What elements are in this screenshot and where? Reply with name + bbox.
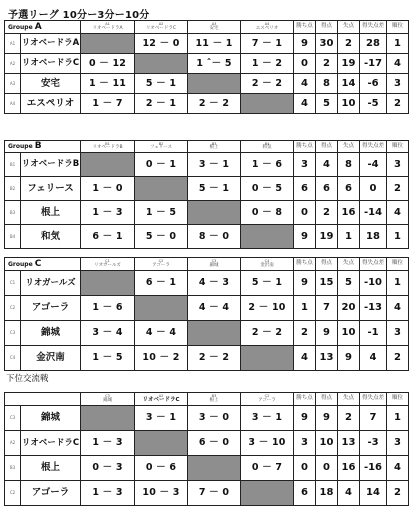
group-label-text: Groupe	[8, 260, 35, 268]
table-row	[5, 74, 409, 94]
match-score: 4 － 4	[188, 296, 241, 321]
column-header-team	[81, 393, 135, 406]
column-header-no: C3	[105, 394, 110, 398]
stat-header: 勝ち点	[294, 393, 316, 406]
team-name: リオベードラC	[21, 54, 81, 74]
stat-goal-difference: -1	[360, 321, 387, 346]
stat-rank: 1	[387, 406, 409, 431]
column-header-no: B2	[158, 141, 164, 146]
match-score: 8 － 0	[188, 225, 241, 249]
table-row	[5, 34, 409, 54]
column-header-no: C3	[211, 259, 217, 263]
column-header-no: A2	[158, 393, 164, 398]
column-header-team	[241, 141, 294, 153]
column-header-team	[81, 141, 135, 153]
match-score: 1 － 0	[81, 177, 135, 201]
stat-goal-difference: 4	[360, 346, 387, 371]
stat-header: 得点	[316, 258, 338, 271]
stat-rank: 4	[387, 456, 409, 481]
stat-header: 失点	[338, 258, 360, 271]
stat-rank: 1	[387, 34, 409, 54]
team-name: アゴーラ	[21, 296, 81, 321]
column-header-no: A4	[264, 22, 270, 26]
stat-goal-difference: -10	[360, 271, 387, 296]
row-number: B2	[5, 177, 21, 201]
stat-goals-against: 6	[338, 177, 360, 201]
match-score: 1 － 7	[81, 94, 135, 114]
table-row	[5, 94, 409, 114]
column-header-no: C1	[105, 259, 110, 263]
stat-header: 勝ち点	[294, 21, 316, 34]
stat-goal-difference: 0	[360, 177, 387, 201]
stat-header: 得点	[316, 141, 338, 153]
match-score: 3 － 1	[241, 406, 294, 431]
stat-goals-against: 8	[338, 153, 360, 177]
column-header-no: A3	[211, 22, 217, 26]
stat-header: 得失点差	[360, 258, 387, 271]
stat-header: 順位	[387, 141, 409, 153]
stat-rank: 1	[387, 225, 409, 249]
match-score: 2 － 2	[241, 321, 294, 346]
column-header-name: フェリース	[149, 145, 173, 150]
row-number: C2	[5, 481, 21, 506]
match-score: 3 － 0	[188, 406, 241, 431]
column-header-name: アゴーラ	[258, 397, 276, 403]
stat-rank: 2	[387, 94, 409, 114]
column-header-name: アゴーラ	[152, 262, 170, 268]
column-header-team	[241, 258, 294, 271]
team-name: フェリース	[21, 177, 81, 201]
match-score: 7 － 1	[241, 34, 294, 54]
match-score: 0 － 12	[81, 54, 135, 74]
team-name: 錦城	[21, 406, 81, 431]
self-match-cell	[188, 74, 241, 94]
stat-points: 9	[294, 34, 316, 54]
stat-goals-for: 2	[316, 201, 338, 225]
stat-goals-for: 4	[316, 153, 338, 177]
stat-goals-for: 5	[316, 94, 338, 114]
column-header-team	[135, 21, 188, 34]
stat-points: 0	[294, 456, 316, 481]
stat-rank: 3	[387, 431, 409, 456]
stat-goals-against: 5	[338, 271, 360, 296]
match-score: 1 － 5	[135, 201, 188, 225]
stat-rank: 2	[387, 346, 409, 371]
match-score: 2 － 2	[188, 346, 241, 371]
column-header-no: C4	[264, 259, 270, 263]
self-match-cell	[135, 296, 188, 321]
team-name: リオベードラB	[21, 153, 81, 177]
self-match-cell	[135, 177, 188, 201]
table-row	[5, 406, 409, 431]
stat-points: 9	[294, 406, 316, 431]
stat-points: 2	[294, 321, 316, 346]
stat-goals-for: 18	[316, 481, 338, 506]
stat-goals-against: 9	[338, 346, 360, 371]
column-header-team	[188, 258, 241, 271]
stat-goal-difference: -5	[360, 94, 387, 114]
column-header-name: リオベードラB	[92, 145, 123, 150]
match-score: 2 － 2	[241, 74, 294, 94]
stat-goals-against: 16	[338, 201, 360, 225]
column-header-name: 錦城	[209, 262, 219, 268]
column-header-no: A1	[105, 22, 110, 26]
stat-points: 9	[294, 225, 316, 249]
stat-goals-for: 7	[316, 296, 338, 321]
stat-header: 順位	[387, 258, 409, 271]
match-score: 5 － 1	[188, 177, 241, 201]
row-number: C2	[5, 296, 21, 321]
table-row	[5, 321, 409, 346]
team-name: リオベードラA	[21, 34, 81, 54]
column-header-no: B4	[264, 141, 270, 146]
row-number: A2	[5, 431, 21, 456]
league-table-group-a	[4, 20, 409, 114]
team-name: エスペリオ	[21, 94, 81, 114]
stat-rank: 2	[387, 177, 409, 201]
table-row	[5, 431, 409, 456]
column-header-name: 安宅	[209, 25, 219, 31]
match-score: 0 － 6	[135, 456, 188, 481]
column-header-team	[81, 258, 135, 271]
column-header-team	[188, 21, 241, 34]
match-score: 1 － 11	[81, 74, 135, 94]
stat-points: 3	[294, 431, 316, 456]
stat-header: 失点	[338, 141, 360, 153]
row-number: C1	[5, 271, 21, 296]
column-header-no: B1	[105, 141, 110, 146]
league-table-lower-exchange	[4, 392, 409, 506]
table-row	[5, 201, 409, 225]
self-match-cell	[241, 346, 294, 371]
self-match-cell	[241, 225, 294, 249]
page-title: 予選リーグ 10分ー3分ー10分	[8, 10, 150, 21]
stat-header: 勝ち点	[294, 141, 316, 153]
stat-goal-difference: -4	[360, 153, 387, 177]
self-match-cell	[188, 321, 241, 346]
self-match-cell	[135, 54, 188, 74]
column-header-team	[81, 21, 135, 34]
row-number: A1	[5, 34, 21, 54]
stat-rank: 1	[387, 271, 409, 296]
self-match-cell	[81, 271, 135, 296]
stat-goals-against: 16	[338, 456, 360, 481]
stat-goals-against: 10	[338, 94, 360, 114]
match-score: 1 － 6	[81, 296, 135, 321]
group-label	[5, 258, 81, 271]
stat-header: 順位	[387, 21, 409, 34]
table-row	[5, 153, 409, 177]
stat-goals-for: 15	[316, 271, 338, 296]
row-number: A4	[5, 94, 21, 114]
stat-goals-against: 19	[338, 54, 360, 74]
row-number: B4	[5, 225, 21, 249]
self-match-cell	[188, 456, 241, 481]
match-score: 6 － 1	[135, 271, 188, 296]
league-table-group-b	[4, 140, 409, 249]
match-score: 1 ˆ－ 5	[188, 54, 241, 74]
column-header-name: リオベードラA	[92, 25, 123, 31]
match-score: 3 － 1	[135, 406, 188, 431]
stat-goals-against: 1	[338, 225, 360, 249]
match-score: 6 － 1	[81, 225, 135, 249]
stat-goal-difference: -14	[360, 201, 387, 225]
match-score: 1 － 3	[81, 431, 135, 456]
team-name: アゴーラ	[21, 481, 81, 506]
team-name: 和気	[21, 225, 81, 249]
match-score: 11 － 1	[188, 34, 241, 54]
stat-goal-difference: 7	[360, 406, 387, 431]
match-score: 3 － 1	[188, 153, 241, 177]
table-row	[5, 225, 409, 249]
column-header-team	[241, 393, 294, 406]
team-name: リオガールズ	[21, 271, 81, 296]
table-row	[5, 296, 409, 321]
self-match-cell	[81, 153, 135, 177]
match-score: 1 － 2	[241, 54, 294, 74]
column-header-name: リオベードラC	[142, 397, 180, 403]
stat-goals-against: 13	[338, 431, 360, 456]
match-score: 5 － 0	[135, 225, 188, 249]
team-name: リオベードラC	[21, 431, 81, 456]
team-name: 錦城	[21, 321, 81, 346]
stat-goals-for: 10	[316, 431, 338, 456]
column-header-name: エスペリオ	[255, 25, 279, 31]
match-score: 2 － 2	[188, 94, 241, 114]
match-score: 0 － 8	[241, 201, 294, 225]
column-header-team	[241, 21, 294, 34]
self-match-cell	[81, 34, 135, 54]
stat-header: 失点	[338, 21, 360, 34]
stat-rank: 2	[387, 481, 409, 506]
table-row	[5, 271, 409, 296]
column-header-name: 金沢南	[260, 262, 274, 268]
stat-points: 0	[294, 201, 316, 225]
match-score: 0 － 5	[241, 177, 294, 201]
section-heading-lower-exchange: 下位交流戦	[6, 374, 49, 384]
column-header-name: リオガールズ	[94, 262, 121, 268]
stat-goal-difference: -13	[360, 296, 387, 321]
match-score: 4 － 3	[188, 271, 241, 296]
column-header-name: 和気	[262, 145, 272, 150]
match-score: 2 － 10	[241, 296, 294, 321]
column-header-name: 錦城	[103, 397, 112, 403]
stat-goal-difference: -6	[360, 74, 387, 94]
team-name: 根上	[21, 456, 81, 481]
row-number: C4	[5, 346, 21, 371]
row-number: A2	[5, 54, 21, 74]
match-score: 0 － 3	[81, 456, 135, 481]
stat-goal-difference: 28	[360, 34, 387, 54]
match-score: 2 － 1	[135, 94, 188, 114]
row-number: C3	[5, 321, 21, 346]
stat-goals-against: 2	[338, 406, 360, 431]
self-match-cell	[135, 431, 188, 456]
stat-header: 得失点差	[360, 141, 387, 153]
column-header-no: C2	[158, 259, 164, 263]
table-row	[5, 456, 409, 481]
stat-goal-difference: -17	[360, 54, 387, 74]
self-match-cell	[241, 481, 294, 506]
stat-goals-for: 6	[316, 177, 338, 201]
group-letter: C	[34, 258, 42, 269]
match-score: 12 － 0	[135, 34, 188, 54]
stat-header: 得点	[316, 393, 338, 406]
group-letter: B	[34, 141, 42, 151]
match-score: 1 － 3	[81, 481, 135, 506]
stat-goals-for: 13	[316, 346, 338, 371]
stat-rank: 3	[387, 321, 409, 346]
group-label	[5, 393, 81, 406]
self-match-cell	[188, 201, 241, 225]
stat-goal-difference: 14	[360, 481, 387, 506]
column-header-name: 根上	[209, 397, 219, 403]
row-number: B3	[5, 201, 21, 225]
row-number: B1	[5, 153, 21, 177]
stat-rank: 4	[387, 296, 409, 321]
stat-header: 勝ち点	[294, 258, 316, 271]
table-row	[5, 346, 409, 371]
stat-rank: 4	[387, 201, 409, 225]
group-label-text: Groupe	[8, 143, 35, 150]
match-score: 0 － 1	[135, 153, 188, 177]
stat-goals-for: 0	[316, 456, 338, 481]
league-table-group-c	[4, 257, 409, 371]
stat-points: 4	[294, 346, 316, 371]
column-header-team	[135, 141, 188, 153]
stat-points: 0	[294, 54, 316, 74]
group-label	[5, 141, 81, 153]
stat-goals-against: 14	[338, 74, 360, 94]
stat-header: 得失点差	[360, 21, 387, 34]
stat-points: 6	[294, 481, 316, 506]
stat-goals-for: 19	[316, 225, 338, 249]
stat-goals-against: 4	[338, 481, 360, 506]
group-letter: A	[34, 21, 42, 32]
match-score: 10 － 2	[135, 346, 188, 371]
match-score: 5 － 1	[135, 74, 188, 94]
stat-goals-for: 30	[316, 34, 338, 54]
stat-goal-difference: -16	[360, 456, 387, 481]
match-score: 0 － 7	[241, 456, 294, 481]
match-score: 1 － 5	[81, 346, 135, 371]
row-number: B3	[5, 456, 21, 481]
column-header-team	[135, 393, 188, 406]
column-header-team	[135, 258, 188, 271]
team-name: 根上	[21, 201, 81, 225]
match-score: 1 － 6	[241, 153, 294, 177]
match-score: 1 － 3	[81, 201, 135, 225]
stat-goals-against: 10	[338, 321, 360, 346]
stat-goals-against: 20	[338, 296, 360, 321]
self-match-cell	[241, 94, 294, 114]
table-row	[5, 481, 409, 506]
column-header-team	[188, 393, 241, 406]
match-score: 7 － 0	[188, 481, 241, 506]
team-name: 金沢南	[21, 346, 81, 371]
stat-header: 得点	[316, 21, 338, 34]
match-score: 3 － 4	[81, 321, 135, 346]
column-header-no: B3	[211, 141, 217, 146]
stat-points: 1	[294, 296, 316, 321]
stat-rank: 3	[387, 74, 409, 94]
stat-points: 6	[294, 177, 316, 201]
column-header-name: リオベードラC	[145, 25, 177, 31]
table-row	[5, 177, 409, 201]
self-match-cell	[81, 406, 135, 431]
match-score: 6 － 0	[188, 431, 241, 456]
group-label-text: Groupe	[8, 23, 35, 31]
stat-points: 4	[294, 74, 316, 94]
stat-goals-for: 2	[316, 54, 338, 74]
stat-goals-for: 9	[316, 321, 338, 346]
stat-goals-against: 2	[338, 34, 360, 54]
stat-goal-difference: 18	[360, 225, 387, 249]
stat-points: 9	[294, 271, 316, 296]
column-header-no: B3	[211, 394, 217, 398]
stat-goals-for: 8	[316, 74, 338, 94]
stat-rank: 3	[387, 153, 409, 177]
match-score: 5 － 1	[241, 271, 294, 296]
stat-header: 失点	[338, 393, 360, 406]
stat-goal-difference: -3	[360, 431, 387, 456]
stat-goals-for: 9	[316, 406, 338, 431]
column-header-name: 根上	[209, 145, 219, 150]
row-number: C3	[5, 406, 21, 431]
stat-header: 得失点差	[360, 393, 387, 406]
column-header-no: A2	[158, 22, 164, 26]
table-row	[5, 54, 409, 74]
column-header-team	[188, 141, 241, 153]
match-score: 3 － 10	[241, 431, 294, 456]
stat-points: 4	[294, 94, 316, 114]
stat-header: 順位	[387, 393, 409, 406]
match-score: 4 － 4	[135, 321, 188, 346]
stat-rank: 4	[387, 54, 409, 74]
match-score: 10 － 3	[135, 481, 188, 506]
team-name: 安宅	[21, 74, 81, 94]
column-header-no: C2	[264, 394, 270, 398]
stat-points: 3	[294, 153, 316, 177]
row-number: A3	[5, 74, 21, 94]
group-label	[5, 21, 81, 34]
